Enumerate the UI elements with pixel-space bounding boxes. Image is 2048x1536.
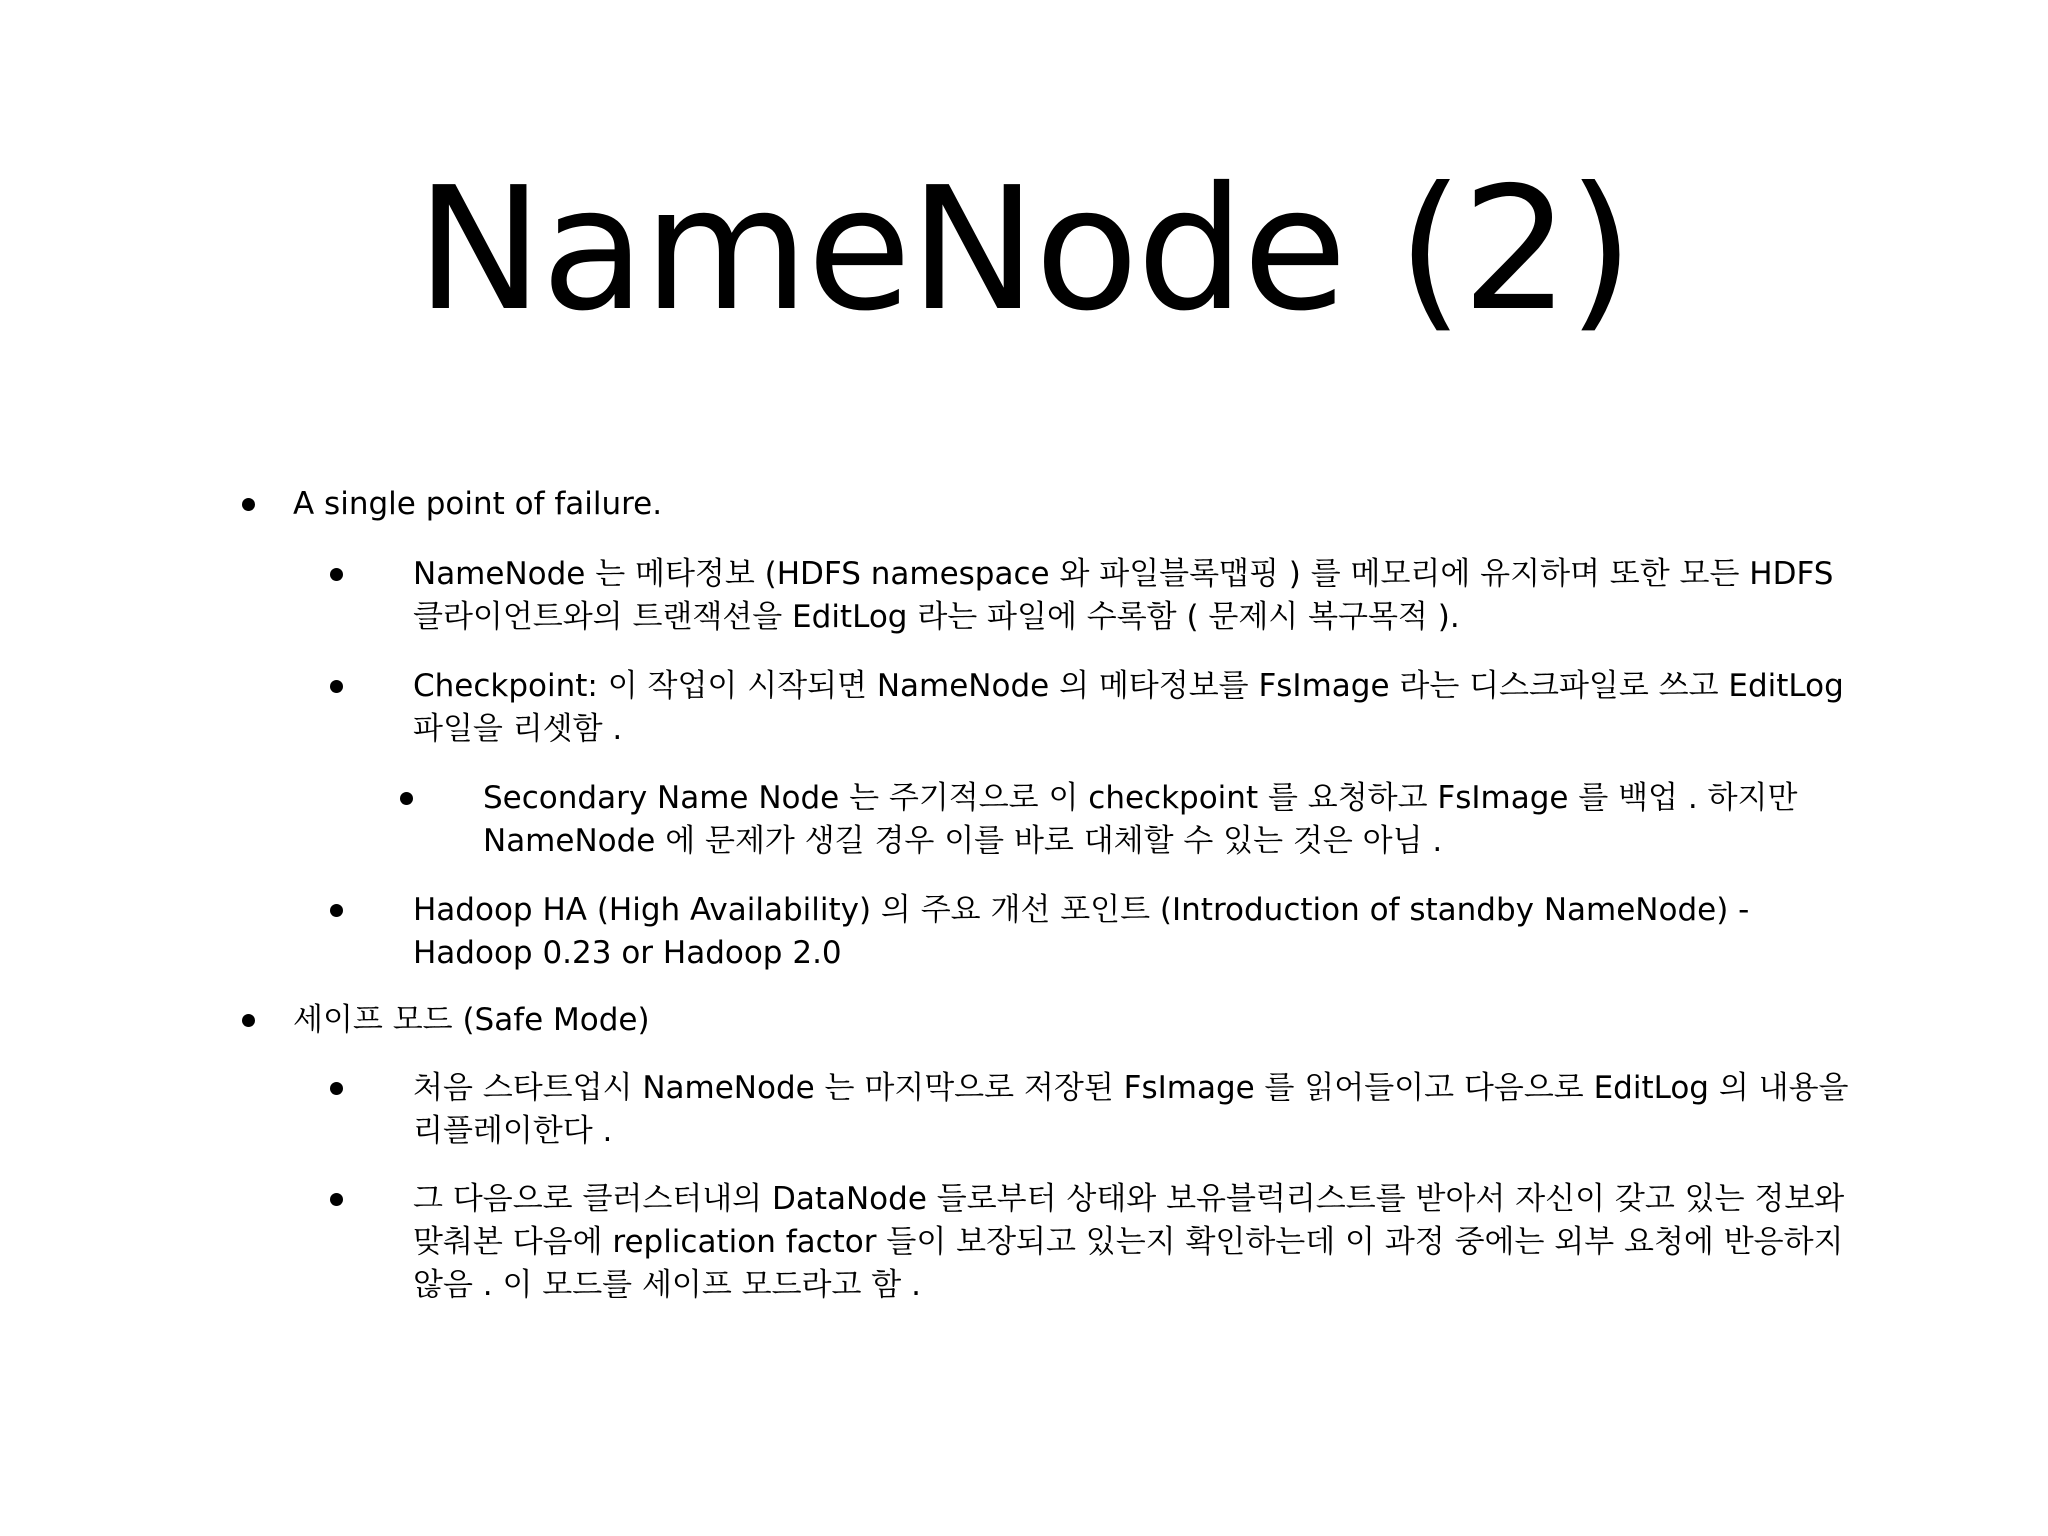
bullet-dot: [330, 568, 343, 581]
bullet-single-point-of-failure: A single point of failure.: [293, 486, 663, 522]
bullet-dot: [330, 904, 343, 917]
bullet-checkpoint: Checkpoint: 이 작업이 시작되면 NameNode 의 메타정보를 FsImage 라는 디스크파일로 쓰고 EditLog 파일을 리셋함 .: [413, 668, 1844, 747]
bullet-namenode-metadata: NameNode 는 메타정보 (HDFS namespace 와 파일블록맵핑 ) 를 메모리에 유지하며 또한 모든 HDFS 클라이언트와의 트랜잭션을 EditLog 라는 파일에 수록함 ( 문제시 복구목적 ).: [413, 556, 1834, 635]
slide-title: NameNode (2): [415, 151, 1633, 349]
bullet-dot: [330, 680, 343, 693]
bullet-startup: 처음 스타트업시 NameNode 는 마지막으로 저장된 FsImage 를 읽어들이고 다음으로 EditLog 의 내용을 리플레이한다 .: [413, 1070, 1849, 1149]
bullet-secondary-name-node: Secondary Name Node 는 주기적으로 이 checkpoint 를 요청하고 FsImage 를 백업 . 하지만 NameNode 에 문제가 생길 경우 이를 바로 대체할 수 있는 것은 아님 .: [483, 780, 1798, 859]
bullet-dot: [400, 792, 413, 805]
bullet-dot: [330, 1193, 343, 1206]
bullet-dot: [330, 1082, 343, 1095]
bullet-hadoop-ha: Hadoop HA (High Availability) 의 주요 개선 포인트 (Introduction of standby NameNode) - Hadoop 0.23 or Hadoop 2.0: [413, 892, 1750, 971]
bullet-datanode-report: 그 다음으로 클러스터내의 DataNode 들로부터 상태와 보유블럭리스트를 받아서 자신이 갖고 있는 정보와 맞춰본 다음에 replication factor 들이 보장되고 있는지 확인하는데 이 과정 중에는 외부 요청에 반응하지 않음 . 이 모드를 세이프 모드라고 함 .: [413, 1181, 1845, 1303]
bullet-safe-mode: 세이프 모드 (Safe Mode): [293, 1002, 650, 1038]
bullet-dot: [242, 498, 255, 511]
bullet-dot: [242, 1014, 255, 1027]
